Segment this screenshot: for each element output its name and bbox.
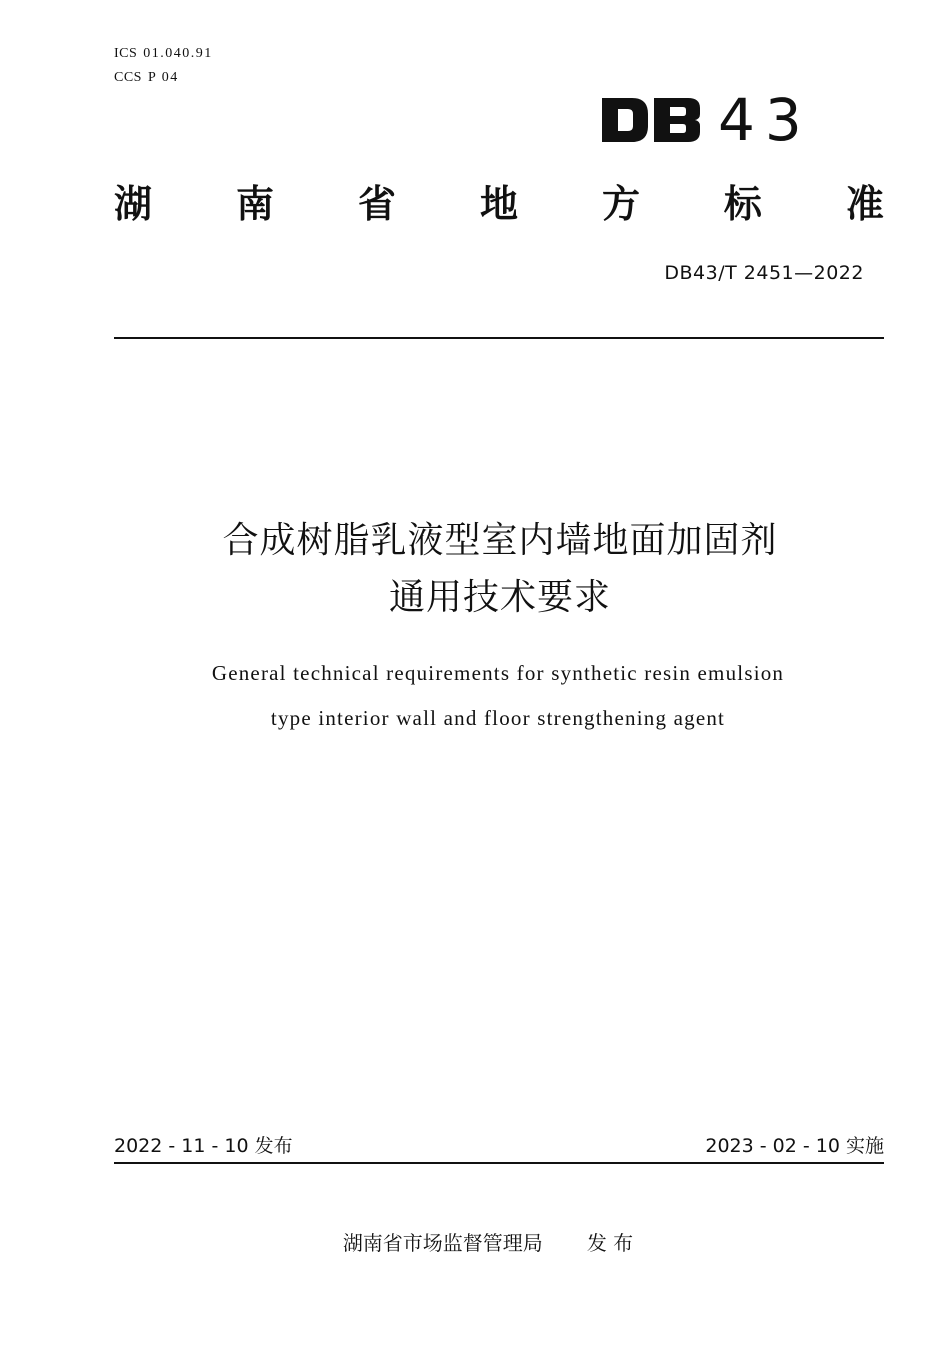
standard-type-char: 方 — [601, 182, 640, 226]
standard-type-char: 省 — [357, 182, 396, 226]
ics-value: 01.040.91 — [143, 46, 213, 61]
issuer-line — [0, 1229, 950, 1257]
standard-code: DB43/T 2451—2022 — [664, 262, 864, 284]
ics-code — [114, 46, 213, 62]
bottom-divider — [114, 1162, 884, 1164]
issue-date: 2022 - 11 - 10 发布 — [114, 1135, 293, 1157]
issuer-action: 发 布 — [586, 1231, 634, 1255]
top-divider — [114, 337, 884, 339]
title-en-line1: General technical requirements for synthetic resin emulsion — [211, 661, 785, 685]
issuer-name: 湖南省市场监督管理局 — [342, 1231, 543, 1255]
title-en-line2: type interior wall and floor strengthening agent — [270, 706, 726, 730]
ccs-label: CCS — [114, 70, 142, 85]
standard-type-char: 南 — [235, 182, 274, 226]
standard-type-char: 地 — [479, 182, 518, 226]
implementation-date: 2023 - 02 - 10 实施 — [705, 1135, 884, 1157]
title-cn-line2: 通用技术要求 — [388, 577, 611, 618]
ccs-code — [114, 70, 179, 86]
standard-type-heading — [114, 180, 884, 228]
db-logo — [600, 96, 702, 144]
standard-type-char: 标 — [723, 182, 762, 226]
standard-type-char: 准 — [845, 182, 884, 226]
standard-type-char: 湖 — [114, 182, 153, 226]
ics-label: ICS — [114, 46, 138, 61]
ccs-value: P 04 — [147, 70, 179, 85]
title-cn-line1: 合成树脂乳液型室内墙地面加固剂 — [222, 520, 778, 561]
db-number: 43 — [718, 86, 812, 154]
